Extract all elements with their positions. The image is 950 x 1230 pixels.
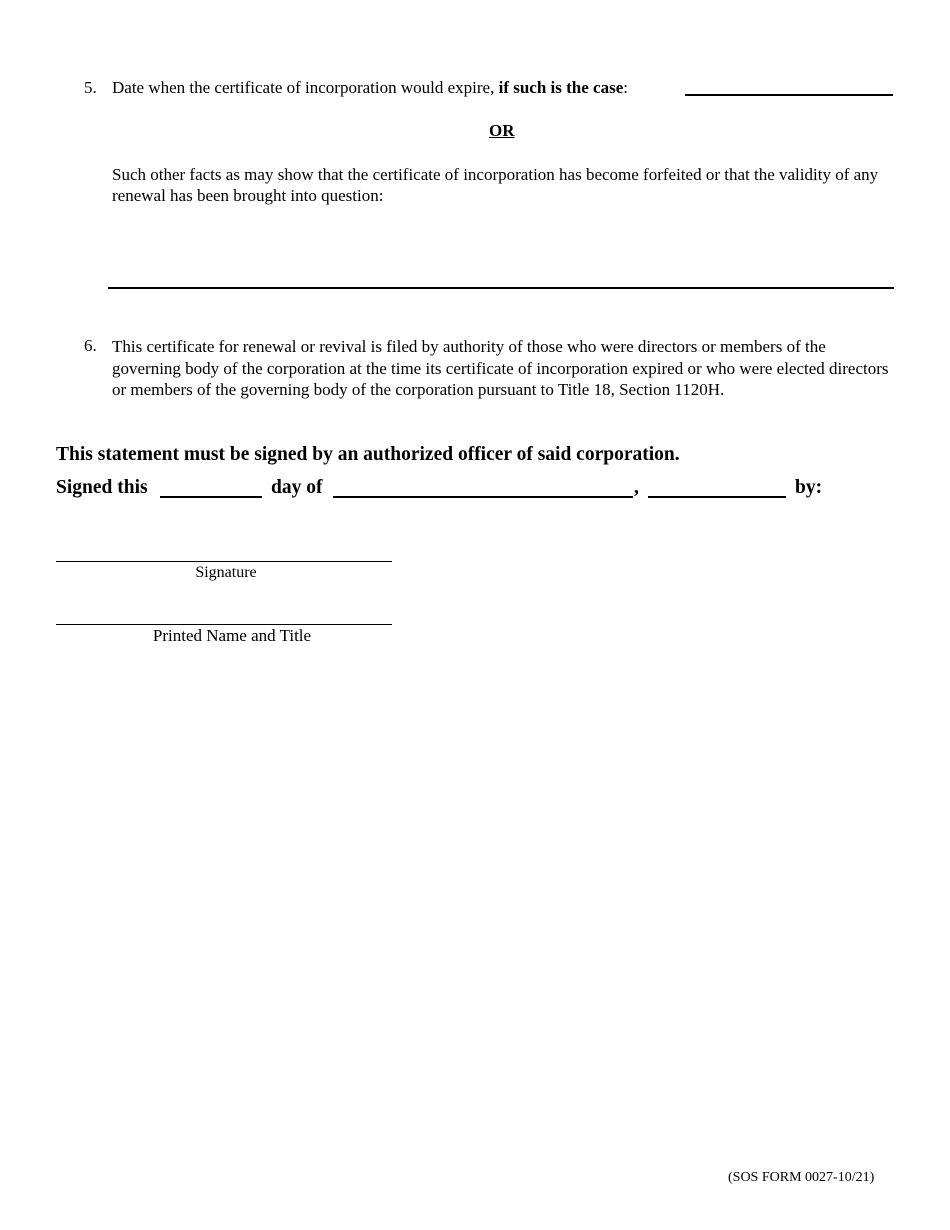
item-5-number: 5. (84, 78, 97, 97)
comma-label: , (634, 477, 639, 498)
signature-field[interactable] (56, 561, 392, 562)
or-label: OR (489, 121, 515, 140)
item-6-number: 6. (84, 336, 97, 355)
day-field[interactable] (160, 496, 262, 498)
item-5-text-bold: if such is the case (498, 78, 624, 97)
day-of-label: day of (271, 477, 323, 498)
signature-label: Signature (195, 564, 257, 581)
signature-statement: This statement must be signed by an authorized officer of said corporation. (56, 444, 680, 465)
other-facts-text: Such other facts as may show that the certificate of incorporation has become forfeited or that the validity of any renewal has been brought into question: (112, 165, 879, 205)
printed-name-label: Printed Name and Title (152, 626, 312, 645)
printed-name-field[interactable] (56, 624, 392, 625)
item-5-text (112, 78, 628, 98)
year-field[interactable] (648, 496, 786, 498)
form-id: (SOS FORM 0027-10/21) (728, 1170, 875, 1185)
item-6-text: This certificate for renewal or revival is filed by authority of those who were directors or members of the governing body of the corporation at the time its certificate of incorporation expired or who were elected directors or members of the governing body of the corporation pursuant to Title 18, Section 1120H. (112, 337, 889, 399)
item-5-text-main: Date when the certificate of incorporation would expire, (112, 78, 499, 97)
expiry-date-field[interactable] (685, 94, 893, 96)
by-label: by: (795, 477, 823, 498)
month-field[interactable] (333, 496, 633, 498)
signed-this-label: Signed this (56, 477, 148, 498)
other-facts-field[interactable] (108, 287, 894, 289)
item-5-colon: : (623, 78, 628, 97)
